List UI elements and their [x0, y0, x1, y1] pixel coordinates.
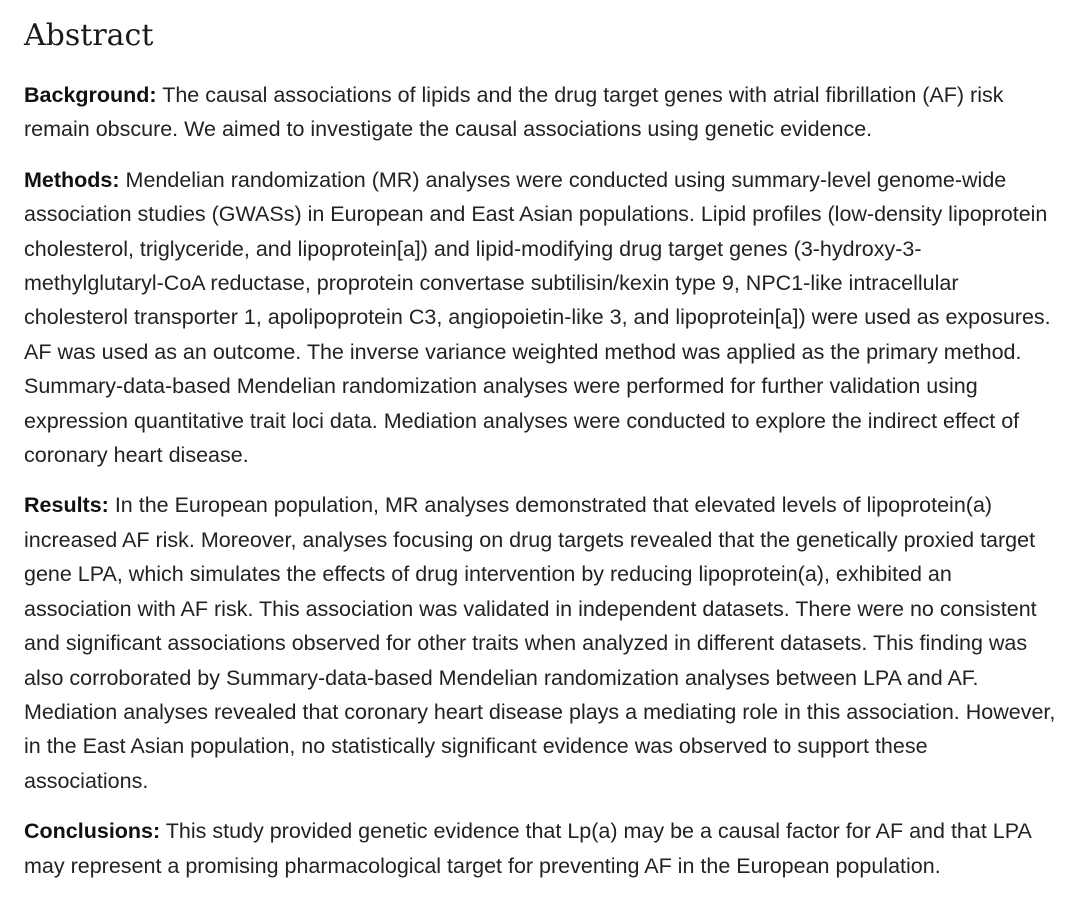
conclusions-section — [24, 814, 1056, 883]
background-text: The causal associations of lipids and the drug target genes with atrial fibrillation (AF) risk remain obscure. We aimed to investigate the causal associations using genetic evidence. — [24, 83, 1004, 142]
results-label: Results: — [24, 493, 109, 518]
results-section — [24, 488, 1056, 798]
methods-text: Mendelian randomization (MR) analyses were conducted using summary-level genome-wide association studies (GWASs) in European and East Asian populations. Lipid profiles (low-density lipoprotein cholesterol, triglyceride, and lipoprotein[a]) and lipid-modifying drug target genes (3-hydroxy-3-methylglutaryl-CoA reductase, proprotein convertase subtilisin/kexin type 9, NPC1-like intracellular cholesterol transporter 1, apolipoprotein C3, angiopoietin-like 3, and lipoprotein[a]) were used as exposures. AF was used as an outcome. The inverse variance weighted method was applied as the primary method. Summary-data-based Mendelian randomization analyses were performed for further validation using expression quantitative trait loci data. Mediation analyses were conducted to explore the indirect effect of coronary heart disease. — [24, 167, 1051, 468]
results-text: In the European population, MR analyses demonstrated that elevated levels of lipoprotein(a) increased AF risk. Moreover, analyses focusing on drug targets revealed that the genetically proxied target gene LPA, which simulates the effects of drug intervention by reducing lipoprotein(a), exhibited an association with AF risk. This association was validated in independent datasets. There were no consistent and significant associations observed for other traits when analyzed in different datasets. This finding was also corroborated by Summary-data-based Mendelian randomization analyses between LPA and AF. Mediation analyses revealed that coronary heart disease plays a mediating role in this association. However, in the East Asian population, no statistically significant evidence was observed to support these associations. — [24, 493, 1056, 793]
background-label: Background: — [24, 83, 157, 107]
background-section — [24, 78, 1056, 147]
conclusions-label: Conclusions: — [24, 819, 161, 844]
methods-label: Methods: — [24, 167, 120, 192]
conclusions-text: This study provided genetic evidence that Lp(a) may be a causal factor for AF and that LPA may represent a promising pharmacological target for preventing AF in the European population. — [24, 819, 1031, 878]
abstract-heading: Abstract — [24, 18, 154, 53]
methods-section — [24, 163, 1056, 473]
